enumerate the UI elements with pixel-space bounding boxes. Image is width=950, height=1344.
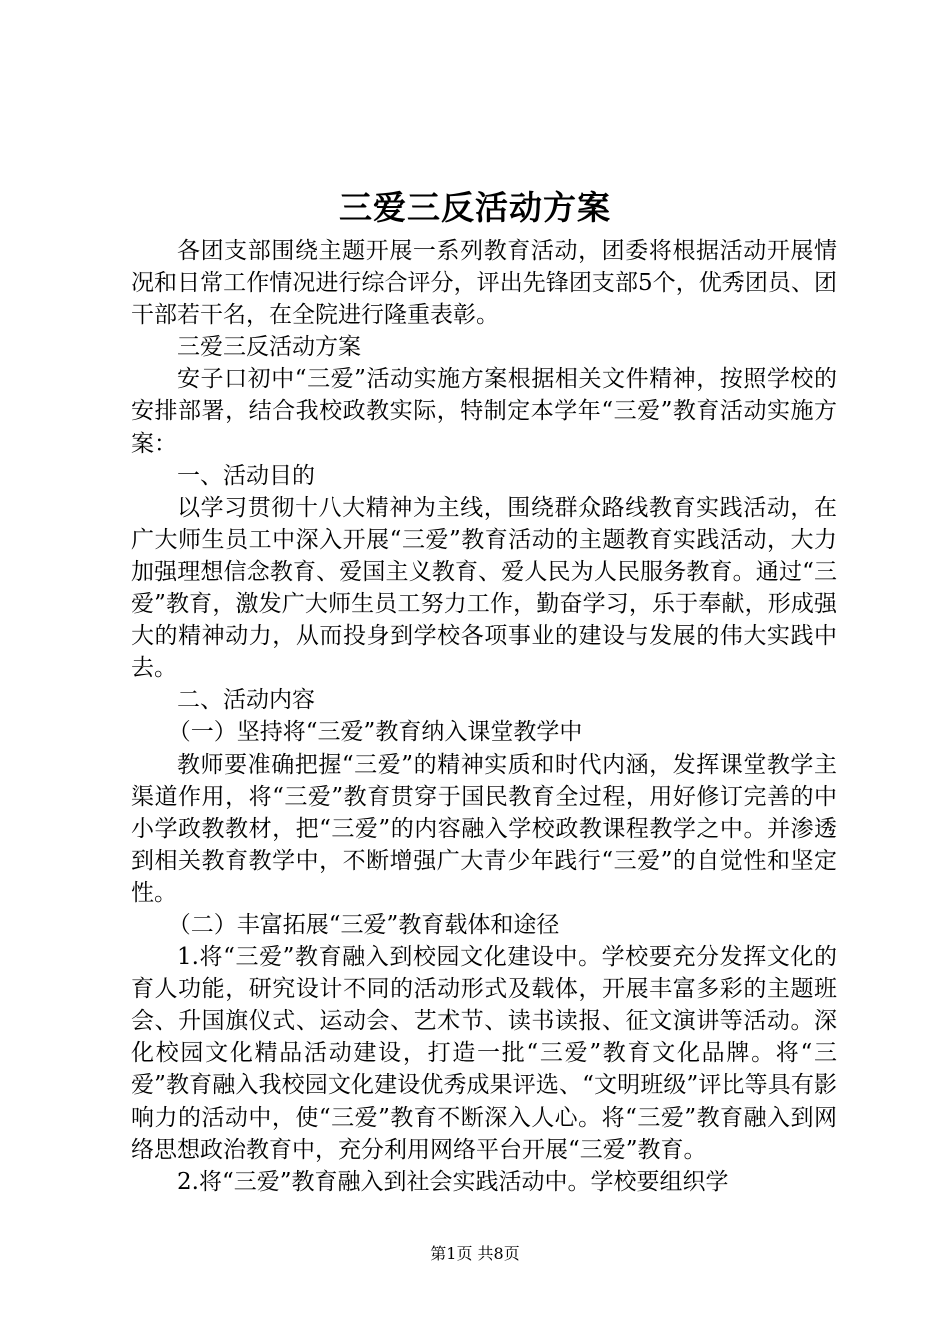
paragraph: 1.将“三爱”教育融入到校园文化建设中。学校要充分发挥文化的育人功能，研究设计不同的活动形式及载体，开展丰富多彩的主题班会、升国旗仪式、运动会、艺术节、读书读报、征文演讲等活动。深化校园文化精品活动建设，打造一批“三爱”教育文化品牌。将“三爱”教育融入我校园文化建设优秀成果评选、“文明班级”评比等具有影响力的活动中，使“三爱”教育不断深入人心。将“三爱”教育融入到网络思想政治教育中，充分利用网络平台开展“三爱”教育。 [131, 944, 837, 1163]
paragraph: 以学习贯彻十八大精神为主线，围绕群众路线教育实践活动，在广大师生员工中深入开展“三爱”教育活动的主题教育实践活动，大力加强理想信念教育、爱国主义教育、爱人民为人民服务教育。通过“三爱”教育，激发广大师生员工努力工作，勤奋学习，乐于奉献，形成强大的精神动力，从而投身到学校各项事业的建设与发展的伟大实践中去。 [131, 494, 837, 682]
paragraph: 安子口初中“三爱”活动实施方案根据相关文件精神，按照学校的安排部署，结合我校政教实际，特制定本学年“三爱”教育活动实施方案： [131, 366, 837, 457]
paragraph: 2.将“三爱”教育融入到社会实践活动中。学校要组织学 [177, 1168, 729, 1195]
document-body [131, 235, 837, 1198]
section-heading: 二、活动内容 [177, 687, 315, 714]
paragraph: 三爱三反活动方案 [177, 334, 361, 361]
page-footer: 第1页 共8页 [430, 1244, 520, 1263]
subsection-heading: （一）坚持将“三爱”教育纳入课堂教学中 [167, 719, 583, 746]
section-heading: 一、活动目的 [177, 462, 315, 489]
subsection-heading: （二）丰富拓展“三爱”教育载体和途径 [167, 911, 560, 938]
paragraph: 各团支部围绕主题开展一系列教育活动，团委将根据活动开展情况和日常工作情况进行综合评分，评出先锋团支部5个，优秀团员、团干部若干名，在全院进行隆重表彰。 [131, 238, 837, 329]
paragraph: 教师要准确把握“三爱”的精神实质和时代内涵，发挥课堂教学主渠道作用，将“三爱”教育贯穿于国民教育全过程，用好修订完善的中小学政教教材，把“三爱”的内容融入学校政教课程教学之中。并渗透到相关教育教学中，不断增强广大青少年践行“三爱”的自觉性和坚定性。 [131, 751, 837, 906]
document-title: 三爱三反活动方案 [339, 188, 611, 227]
